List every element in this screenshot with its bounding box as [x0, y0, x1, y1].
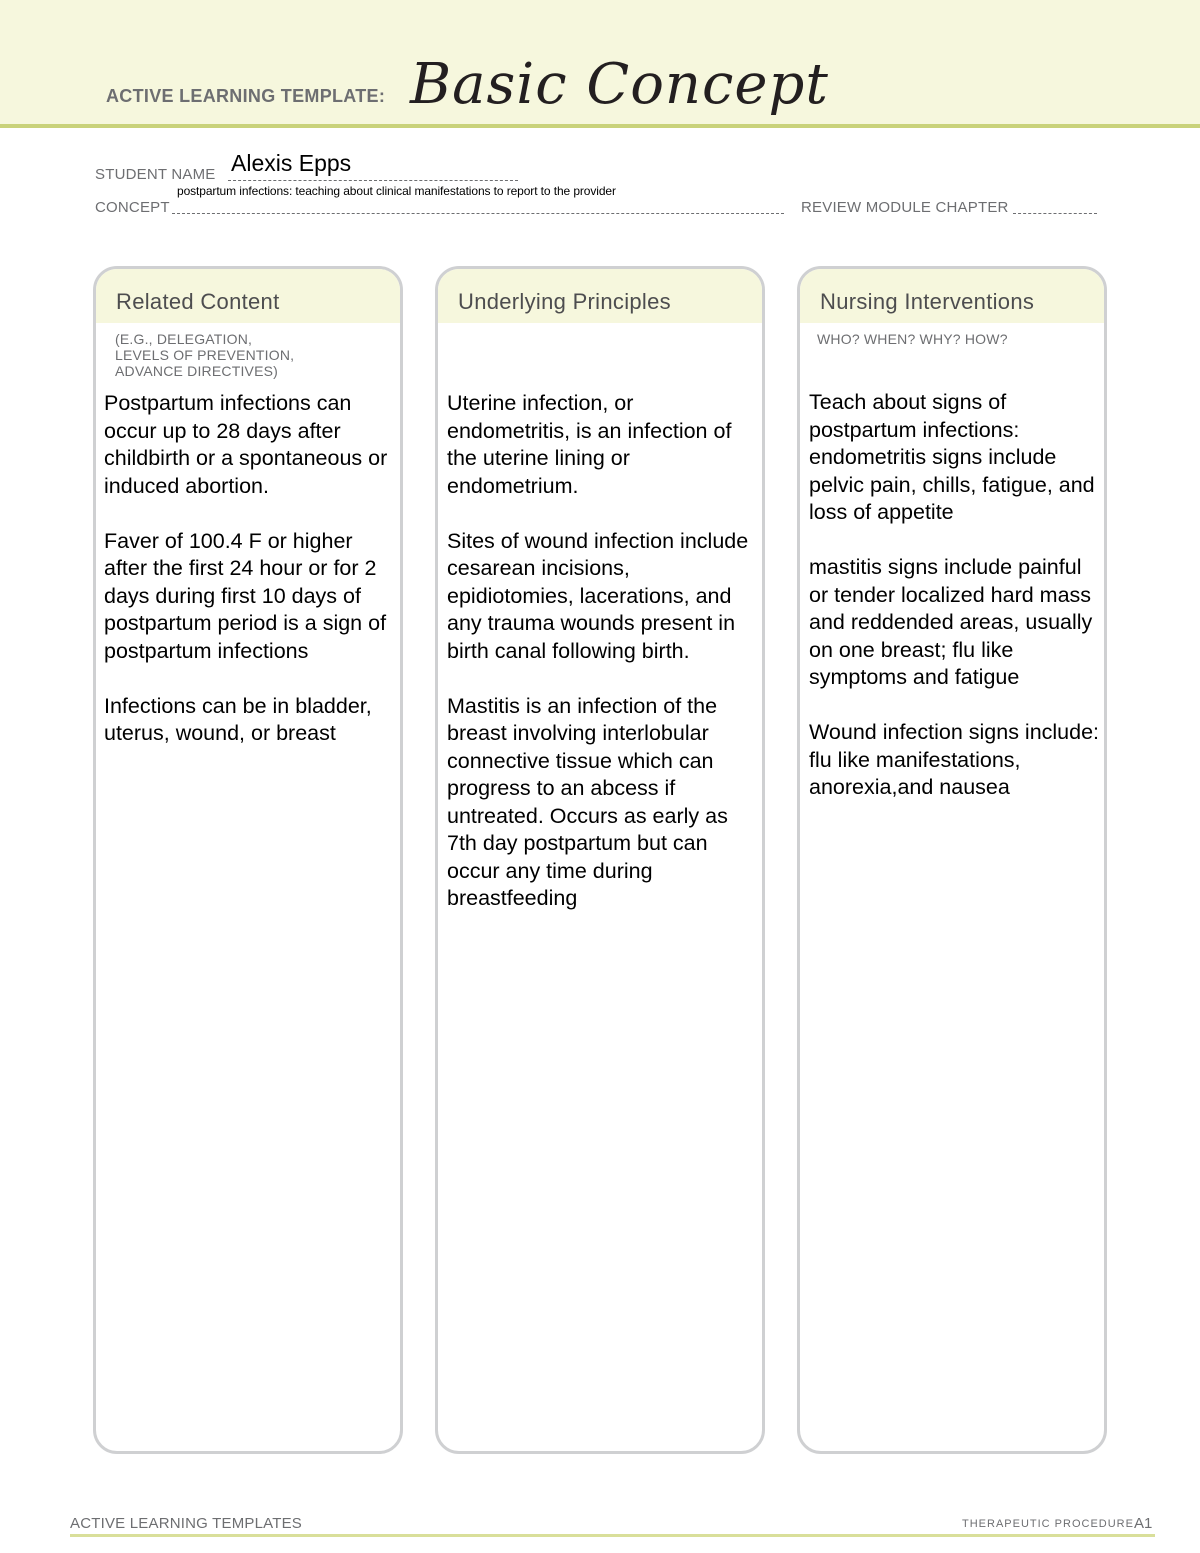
body-paragraph: Faver of 100.4 F or higher after the first 24 hour or for 2 days during first 10 days of postpartum period is a sign of postpartum infections — [104, 528, 387, 663]
subtitle-line: (E.G., DELEGATION, — [115, 331, 253, 347]
body-paragraph: mastitis signs include painful or tender localized hard mass and reddended areas, usually on one breast; flu like symptoms and fatigue — [809, 555, 1093, 689]
footer-template-type: THERAPEUTIC PROCEDURE — [962, 1518, 1134, 1530]
review-module-chapter-label: REVIEW MODULE CHAPTER — [801, 199, 1009, 216]
footer-page-number: A1 — [1134, 1515, 1153, 1532]
nursing-interventions-subtitle — [817, 331, 1008, 347]
template-title: Basic Concept — [410, 52, 829, 117]
related-content-panel — [93, 266, 403, 1454]
body-paragraph: Infections can be in bladder, uterus, wound, or breast — [104, 693, 372, 745]
footer-divider — [70, 1534, 1155, 1537]
body-paragraph: Wound infection signs include: flu like manifestations, anorexia,and nausea — [809, 720, 1100, 799]
student-name-label: STUDENT NAME — [95, 166, 216, 183]
nursing-interventions-header — [800, 269, 1104, 323]
underlying-principles-body[interactable] — [447, 390, 759, 940]
body-paragraph: Postpartum infections can occur up to 28 days after childbirth or a spontaneous or induced abortion. — [104, 391, 388, 498]
nursing-interventions-panel — [797, 266, 1107, 1454]
student-name-field[interactable]: Alexis Epps — [231, 150, 352, 176]
subtitle-line: LEVELS OF PREVENTION, — [115, 347, 295, 363]
subtitle-line: ADVANCE DIRECTIVES) — [115, 363, 279, 379]
student-name-line — [228, 180, 518, 181]
body-paragraph: Sites of wound infection include cesarean incisions, epidiotomies, lacerations, and any trauma wounds present in birth canal following birth. — [447, 528, 749, 663]
concept-label: CONCEPT — [95, 199, 170, 216]
nursing-interventions-title: Nursing Interventions — [820, 289, 1035, 314]
header-divider — [0, 124, 1200, 128]
related-content-header — [96, 269, 400, 323]
subtitle-line: WHO? WHEN? WHY? HOW? — [817, 331, 1008, 347]
related-content-body[interactable] — [104, 390, 396, 775]
body-paragraph: Mastitis is an infection of the breast involving interlobular connective tissue which can progress to an abcess if untreated. Occurs as early as 7th day postpartum but can occur any time during breastfeeding — [447, 693, 728, 910]
related-content-title: Related Content — [116, 289, 280, 314]
body-paragraph: Uterine infection, or endometritis, is an infection of the uterine lining or endometrium. — [447, 391, 732, 498]
underlying-principles-panel — [435, 266, 765, 1454]
footer-series-label: ACTIVE LEARNING TEMPLATES — [70, 1515, 302, 1532]
nursing-interventions-body[interactable] — [809, 389, 1101, 829]
concept-field[interactable]: postpartum infections: teaching about clinical manifestations to report to the provider — [177, 184, 616, 198]
concept-line — [172, 213, 784, 214]
review-module-chapter-field[interactable] — [1013, 213, 1097, 214]
template-label: ACTIVE LEARNING TEMPLATE: — [106, 86, 386, 106]
underlying-principles-header — [438, 269, 762, 323]
body-paragraph: Teach about signs of postpartum infections: endometritis signs include pelvic pain, chills, fatigue, and loss of appetite — [809, 390, 1095, 524]
underlying-principles-title: Underlying Principles — [458, 289, 671, 314]
related-content-subtitle — [115, 331, 294, 379]
